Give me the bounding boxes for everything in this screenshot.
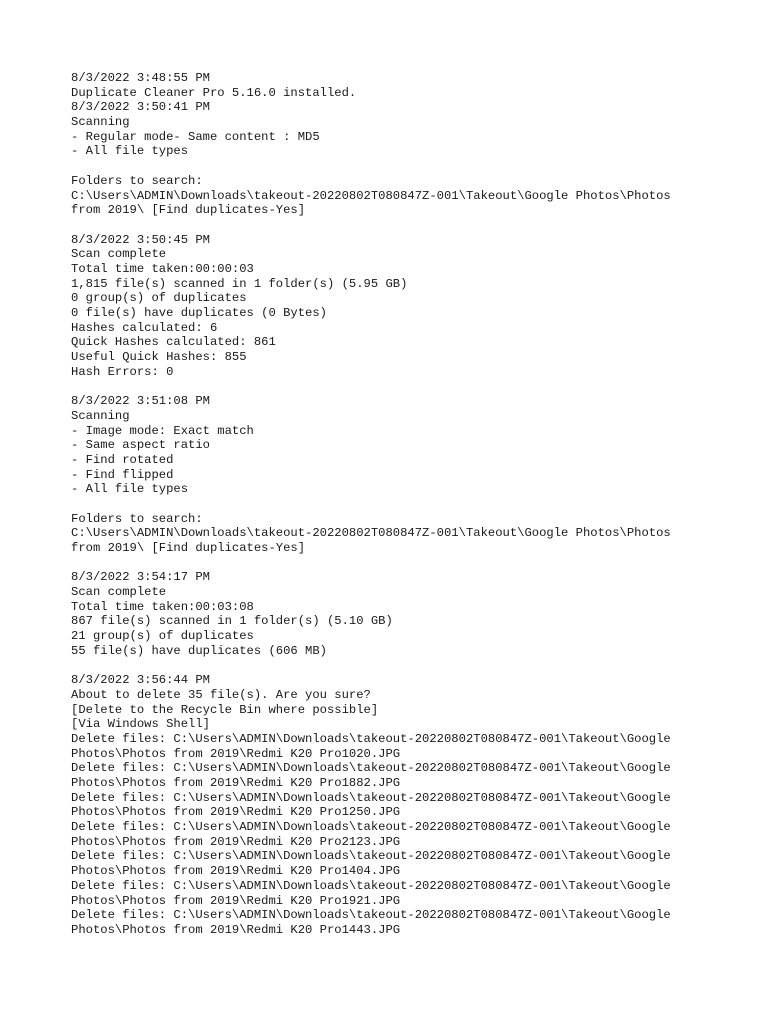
log-line: - Regular mode- Same content : MD5: [71, 129, 320, 144]
log-line: - Image mode: Exact match: [71, 423, 254, 438]
log-line: Photos\Photos from 2019\Redmi K20 Pro1921.JPG: [71, 893, 401, 908]
log-line: 867 file(s) scanned in 1 folder(s) (5.10 GB): [71, 614, 393, 629]
log-line: 21 group(s) of duplicates: [71, 629, 254, 644]
log-line: [Via Windows Shell]: [71, 717, 210, 732]
log-line: Hash Errors: 0: [71, 364, 174, 379]
log-line: Photos\Photos from 2019\Redmi K20 Pro1404.JPG: [71, 864, 401, 879]
log-line: 8/3/2022 3:50:41 PM: [71, 100, 210, 115]
log-line: 8/3/2022 3:48:55 PM: [71, 71, 210, 85]
log-line: - Same aspect ratio: [71, 438, 210, 453]
log-line: 55 file(s) have duplicates (606 MB): [71, 643, 327, 658]
log-line: Scan complete: [71, 247, 167, 262]
log-line: Total time taken:00:00:03: [71, 261, 254, 276]
log-line: [Delete to the Recycle Bin where possible]: [71, 702, 379, 717]
log-line: 8/3/2022 3:50:45 PM: [71, 232, 210, 247]
log-line: - Find flipped: [71, 467, 174, 482]
log-line: Total time taken:00:03:08: [71, 599, 254, 614]
log-line: 8/3/2022 3:51:08 PM: [71, 394, 210, 409]
log-line: - All file types: [71, 144, 189, 159]
log-line: Useful Quick Hashes: 855: [71, 350, 247, 365]
log-line: Photos\Photos from 2019\Redmi K20 Pro1020.JPG: [71, 746, 401, 761]
log-line: Delete files: C:\Users\ADMIN\Downloads\takeout-20220802T080847Z-001\Takeout\Google: [71, 878, 671, 893]
log-line: Photos\Photos from 2019\Redmi K20 Pro1443.JPG: [71, 922, 401, 937]
log-line: 8/3/2022 3:56:44 PM: [71, 673, 210, 688]
log-document: [71, 71, 751, 938]
log-line: 1,815 file(s) scanned in 1 folder(s) (5.95 GB): [71, 276, 408, 291]
log-line: Delete files: C:\Users\ADMIN\Downloads\takeout-20220802T080847Z-001\Takeout\Google: [71, 908, 671, 923]
log-line: Quick Hashes calculated: 861: [71, 335, 276, 350]
log-line: 0 file(s) have duplicates (0 Bytes): [71, 306, 327, 320]
log-line: C:\Users\ADMIN\Downloads\takeout-20220802T080847Z-001\Takeout\Google Photos\Photos: [71, 188, 671, 203]
blank-line: [71, 379, 751, 394]
log-line: from 2019\ [Find duplicates-Yes]: [71, 541, 306, 555]
log-line: - Find rotated: [71, 452, 174, 467]
blank-line: [71, 556, 751, 571]
blank-line: [71, 659, 751, 674]
log-line: About to delete 35 file(s). Are you sure?: [71, 687, 371, 702]
log-line: Delete files: C:\Users\ADMIN\Downloads\takeout-20220802T080847Z-001\Takeout\Google: [71, 849, 671, 864]
log-line: Folders to search:: [71, 173, 203, 188]
log-line: Duplicate Cleaner Pro 5.16.0 installed.: [71, 85, 357, 100]
log-line: 8/3/2022 3:54:17 PM: [71, 570, 210, 585]
log-line: Photos\Photos from 2019\Redmi K20 Pro1882.JPG: [71, 776, 401, 790]
log-line: Delete files: C:\Users\ADMIN\Downloads\takeout-20220802T080847Z-001\Takeout\Google: [71, 790, 671, 805]
log-line: from 2019\ [Find duplicates-Yes]: [71, 203, 306, 218]
log-line: Scanning: [71, 408, 130, 423]
log-line: - All file types: [71, 482, 189, 497]
log-line: Photos\Photos from 2019\Redmi K20 Pro1250.JPG: [71, 805, 401, 820]
log-line: Scan complete: [71, 585, 167, 600]
log-line: Hashes calculated: 6: [71, 320, 218, 335]
log-line: Delete files: C:\Users\ADMIN\Downloads\takeout-20220802T080847Z-001\Takeout\Google: [71, 761, 671, 776]
log-line: Delete files: C:\Users\ADMIN\Downloads\takeout-20220802T080847Z-001\Takeout\Google: [71, 820, 671, 835]
log-line: Photos\Photos from 2019\Redmi K20 Pro2123.JPG: [71, 834, 401, 849]
log-line: C:\Users\ADMIN\Downloads\takeout-20220802T080847Z-001\Takeout\Google Photos\Photos: [71, 526, 671, 541]
blank-line: [71, 218, 751, 233]
log-line: Delete files: C:\Users\ADMIN\Downloads\takeout-20220802T080847Z-001\Takeout\Google: [71, 731, 671, 746]
blank-line: [71, 159, 751, 174]
log-line: 0 group(s) of duplicates: [71, 291, 247, 306]
log-line: Scanning: [71, 115, 130, 130]
log-line: Folders to search:: [71, 511, 203, 526]
blank-line: [71, 497, 751, 512]
